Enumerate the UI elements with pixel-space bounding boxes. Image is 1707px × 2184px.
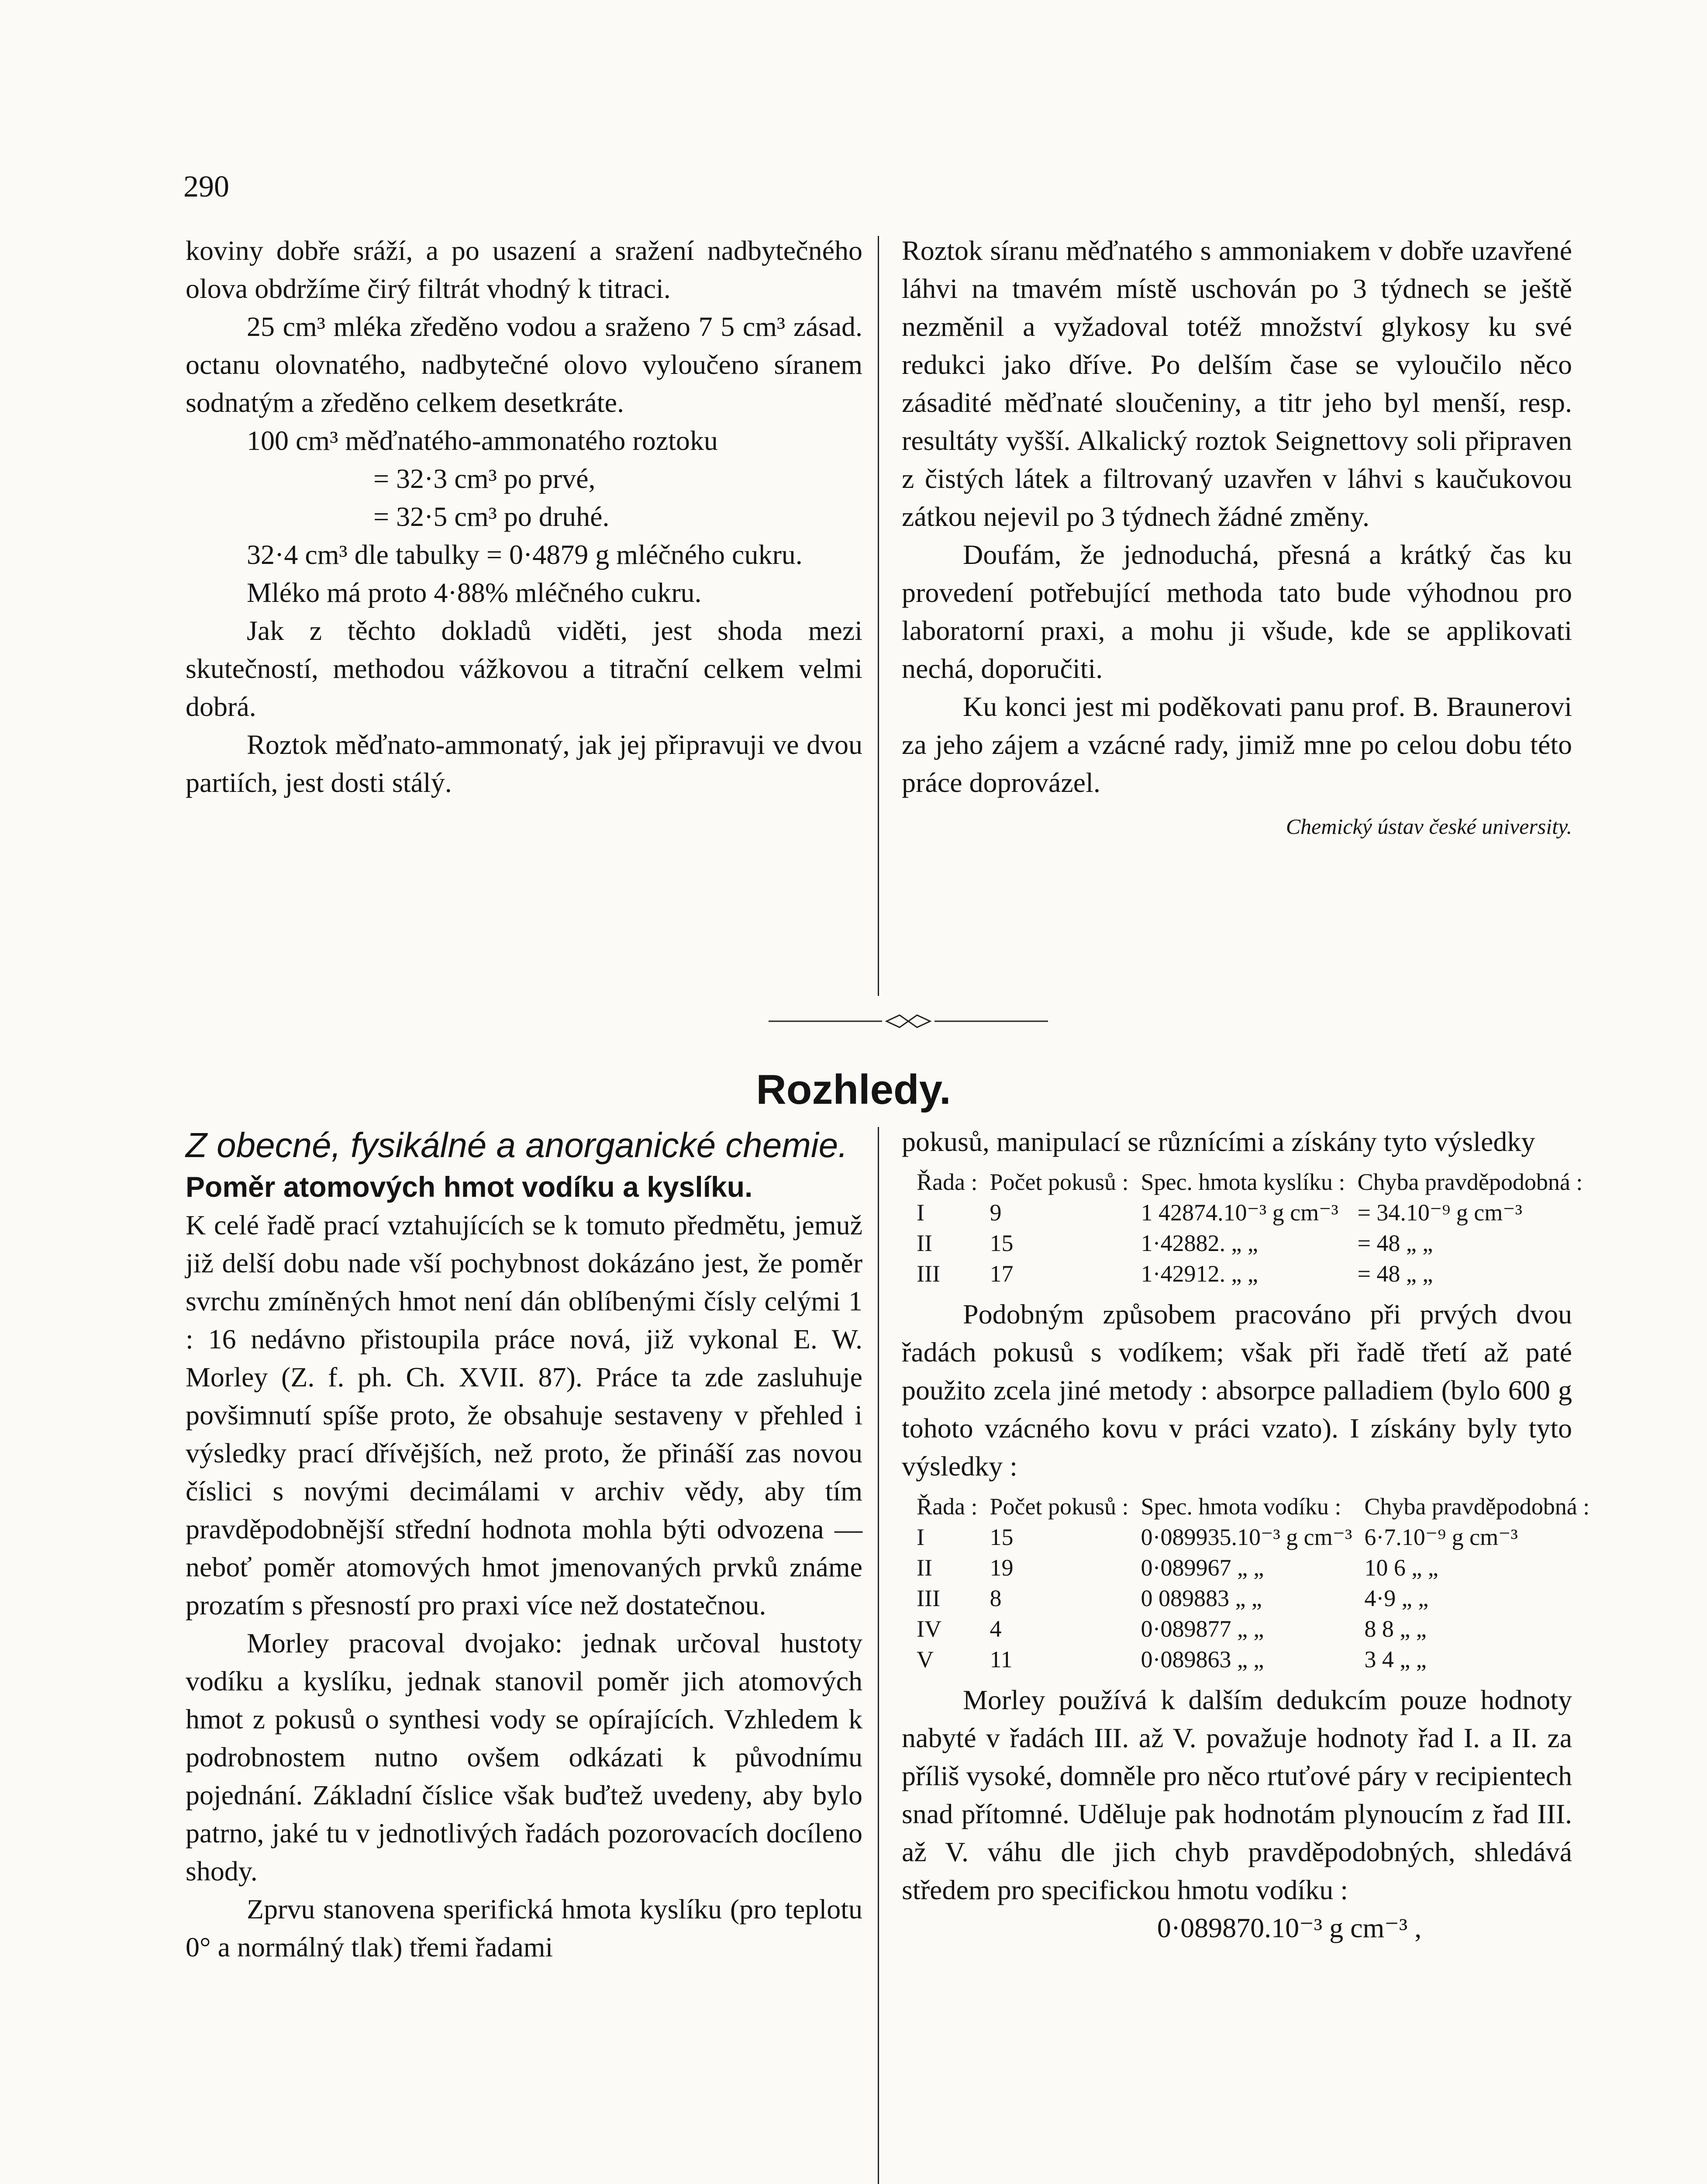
table-cell: 9 xyxy=(990,1199,1002,1226)
header-cell: Chyba pravděpodobná : xyxy=(1357,1169,1583,1195)
table-row xyxy=(910,1258,1589,1289)
table-cell: 8 8 „ „ xyxy=(1364,1616,1427,1642)
paragraph: koviny dobře sráží, a po usazení a sražení nadbytečného olova obdržíme čirý filtrát vhodný k titraci. xyxy=(186,235,862,304)
table-cell: 0·089967 „ „ xyxy=(1141,1555,1264,1581)
oxygen-table xyxy=(910,1167,1589,1289)
table-row xyxy=(910,1197,1589,1228)
table-cell: V xyxy=(917,1646,934,1673)
paragraph: Doufám, že jednoduchá, přesná a krátký čas ku provedení potřebující methoda tato bude výhodnou pro laboratorní praxi, a mohu ji všude, kde se applikovati nechá, doporučiti. xyxy=(902,539,1572,684)
paragraph: Ku konci jest mi poděkovati panu prof. B. Braunerovi za jeho zájem a vzácné rady, jimiž mne po celou dobu této práce doprovázel. xyxy=(902,691,1572,798)
paragraph: pokusů, manipulací se různícími a získány tyto výsledky xyxy=(902,1126,1535,1157)
table-cell: I xyxy=(917,1199,924,1226)
table-cell: 1 42874.10⁻³ g cm⁻³ xyxy=(1141,1199,1338,1226)
table-cell: 0 089883 „ „ xyxy=(1141,1585,1262,1611)
table-cell: 15 xyxy=(990,1230,1014,1256)
table-row xyxy=(910,1228,1589,1258)
header-cell: Spec. hmota kyslíku : xyxy=(1141,1169,1345,1195)
paragraph: Jak z těchto dokladů viděti, jest shoda mezi skutečností, methodou vážkovou a titrační celkem velmi dobrá. xyxy=(186,615,862,722)
table-cell: 8 xyxy=(990,1585,1002,1611)
subsection-title: Poměr atomových hmot vodíku a kyslíku. xyxy=(186,1171,753,1203)
table-cell: III xyxy=(917,1585,940,1611)
table-row xyxy=(910,1522,1596,1552)
table-cell: 1·42882. „ „ xyxy=(1141,1230,1258,1256)
hydrogen-table xyxy=(910,1491,1596,1675)
section-heading: Rozhledy. xyxy=(756,1066,951,1113)
bottom-left-column xyxy=(186,1123,862,1966)
table-row xyxy=(910,1644,1596,1675)
table-cell: 4 xyxy=(990,1616,1002,1642)
bottom-right-column xyxy=(902,1123,1590,1947)
signature: Chemický ústav české university. xyxy=(1286,814,1572,839)
paragraph: Podobným způsobem pracováno při prvých dvou řadách pokusů s vodíkem; však při řadě třetí až paté použito zcela jiné metody : absorpce palladiem (bylo 600 g tohoto vzácného kovu v práci vzato). I získány byly tyto výsledky : xyxy=(902,1299,1572,1482)
paragraph: Morley používá k dalším dedukcím pouze hodnoty nabyté v řadách III. až V. považuje hodnoty řad I. a II. za příliš vysoké, domněle pro něco rtuťové páry v recipientech snad přítomné. Uděluje pak hodnotám plynoucím z řad III. až V. váhu dle jich chyb pravděpodobných, shledává středem pro specifickou hmotu vodíku : xyxy=(902,1684,1572,1905)
table-row xyxy=(910,1552,1596,1583)
table-cell: 4·9 „ „ xyxy=(1364,1585,1429,1611)
table-cell: = 34.10⁻⁹ g cm⁻³ xyxy=(1357,1199,1522,1226)
table-cell: 0·089935.10⁻³ g cm⁻³ xyxy=(1141,1524,1352,1550)
column-divider xyxy=(878,236,879,996)
table-cell: 3 4 „ „ xyxy=(1364,1646,1427,1673)
column-divider xyxy=(878,1127,879,2184)
header-cell: Počet pokusů : xyxy=(990,1169,1129,1195)
paragraph: Roztok síranu měďnatého s ammoniakem v dobře uzavřené láhvi na tmavém místě uschován po 3 týdnech se ještě nezměnil a vyžadoval totéž množství glykosy ku své redukci jako dříve. Po delším čase se vyloučilo něco zásadité měďnaté sloučeniny, a titr jeho byl menší, resp. resultáty vyšší. Alkalický roztok Seignettovy soli připraven z čistých látek a filtrovaný uzavřen v láhvi s kaučukovou zátkou nejevil po 3 týdnech žádné změny. xyxy=(902,235,1572,532)
table-cell: = 48 „ „ xyxy=(1357,1230,1433,1256)
table-cell: 17 xyxy=(990,1261,1014,1287)
header-cell: Řada : xyxy=(917,1493,978,1520)
ornament-divider xyxy=(769,1013,1048,1030)
section-title: Z obecné, fysikálné a anorganické chemie. xyxy=(186,1126,848,1165)
table-cell: 19 xyxy=(990,1555,1014,1581)
header-cell: Spec. hmota vodíku : xyxy=(1141,1493,1341,1520)
table-cell: II xyxy=(917,1555,932,1581)
table-cell: 1·42912. „ „ xyxy=(1141,1261,1258,1287)
top-left-column xyxy=(186,232,862,802)
header-cell: Řada : xyxy=(917,1169,978,1195)
table-header-row xyxy=(910,1167,1589,1197)
table-cell: 6·7.10⁻⁹ g cm⁻³ xyxy=(1364,1524,1518,1550)
table-cell: III xyxy=(917,1261,940,1287)
paragraph: 100 cm³ měďnatého-ammonatého roztoku xyxy=(247,425,718,456)
paragraph: 25 cm³ mléka zředěno vodou a sraženo 7 5 cm³ zásad. octanu olovnatého, nadbytečné olovo vyloučeno síranem sodnatým a zředěno celkem desetkráte. xyxy=(186,311,862,418)
table-cell: II xyxy=(917,1230,932,1256)
paragraph: Morley pracoval dvojako: jednak určoval hustoty vodíku a kyslíku, jednak stanovil poměr jich atomových hmot z pokusů o synthesi vody se opírajících. Vzhledem k podrobnostem nutno ovšem odkázati k původnímu pojednání. Základní číslice však buďtež uvedeny, aby bylo patrno, jaké tu v jednotlivých řadách pozorovacích docíleno shody. xyxy=(186,1628,862,1887)
paragraph: Mléko má proto 4·88% mléčného cukru. xyxy=(247,577,702,608)
table-cell: IV xyxy=(917,1616,941,1642)
table-row xyxy=(910,1614,1596,1644)
equation-line: = 32·3 cm³ po prvé, xyxy=(373,463,596,494)
paragraph: Roztok měďnato-ammonatý, jak jej připravuji ve dvou partiích, jest dosti stálý. xyxy=(186,729,862,798)
table-cell: = 48 „ „ xyxy=(1357,1261,1433,1287)
table-cell: 0·089863 „ „ xyxy=(1141,1646,1264,1673)
table-header-row xyxy=(910,1491,1596,1522)
table-row xyxy=(910,1583,1596,1614)
table-cell: 11 xyxy=(990,1646,1013,1673)
page-number: 290 xyxy=(183,170,229,204)
table-cell: 15 xyxy=(990,1524,1014,1550)
final-equation: 0·089870.10⁻³ g cm⁻³ , xyxy=(1157,1912,1422,1943)
equation-line: = 32·5 cm³ po druhé. xyxy=(373,501,610,532)
table-cell: I xyxy=(917,1524,924,1550)
header-cell: Chyba pravděpodobná : xyxy=(1364,1493,1590,1520)
table-cell: 0·089877 „ „ xyxy=(1141,1616,1264,1642)
paragraph: K celé řadě prací vztahujících se k tomuto předmětu, jemuž již delší dobu nade vší pochybnost dokázáno jest, že poměr svrchu zmíněných hmot není dán oblíbenými čísly celými 1 : 16 nedávno přistoupila práce nová, již vykonal E. W. Morley (Z. f. ph. Ch. XVII. 87). Práce ta zde zasluhuje povšimnutí spíše proto, že obsahuje sestaveny v přehled i výsledky prací dřívějších, než proto, že přináší zas novou číslici s novými decimálami v archiv vědy, aby tím pravděpodobnější střední hodnota mohla býti odvozena — neboť poměr atomových hmot jmenovaných prvků známe prozatím s přesností pro praxi více než dostatečnou. xyxy=(186,1209,862,1621)
table-cell: 10 6 „ „ xyxy=(1364,1555,1438,1581)
paragraph: Zprvu stanovena sperifická hmota kyslíku (pro teplotu 0° a normálný tlak) třemi řadami xyxy=(186,1894,862,1963)
header-cell: Počet pokusů : xyxy=(990,1493,1129,1520)
top-right-column xyxy=(902,232,1572,846)
paragraph: 32·4 cm³ dle tabulky = 0·4879 g mléčného cukru. xyxy=(247,539,803,570)
